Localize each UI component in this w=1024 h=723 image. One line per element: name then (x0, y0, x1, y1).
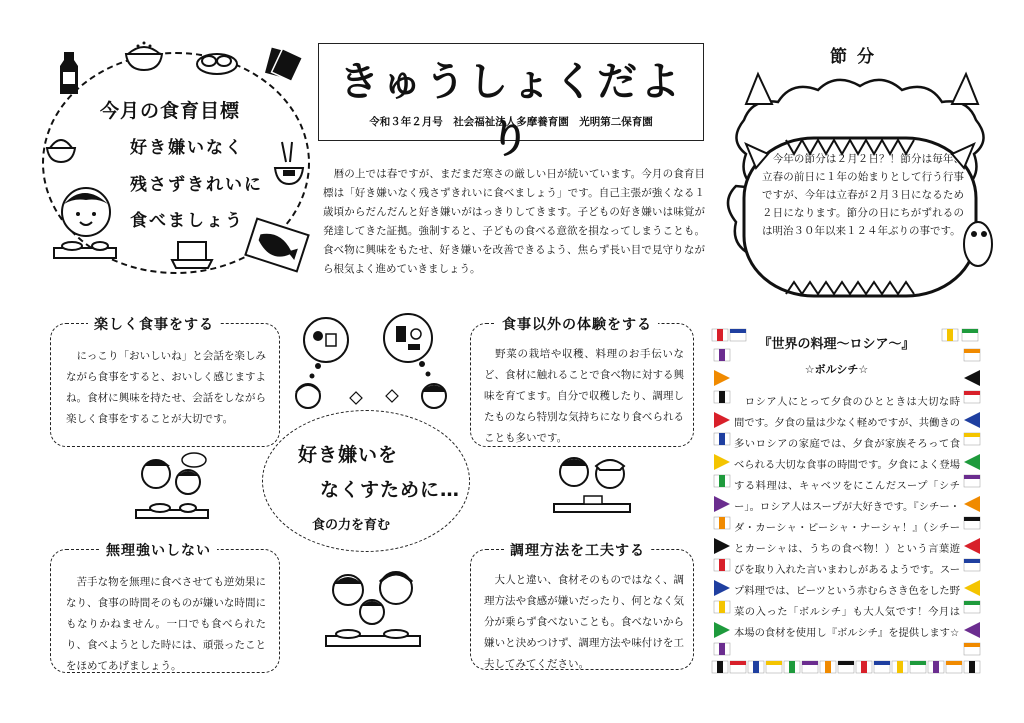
flag-decoration (714, 349, 730, 361)
flag-decoration (712, 661, 728, 673)
monthly-goal-line-1: 好き嫌いなく (130, 138, 244, 158)
flag-decoration (802, 661, 818, 673)
flag-decoration (784, 661, 800, 673)
flag-decoration (964, 517, 980, 529)
center-heading-line-2: なくすために… (320, 479, 461, 501)
group-meal-illustration (318, 566, 428, 658)
child-eating-illustration (50, 178, 120, 268)
flag-decoration (714, 580, 730, 596)
flag-decoration (712, 329, 728, 341)
section-no-forcing-body: 苦手な物を無理に食べさせても逆効果になり、食事の時間そのものが嫌いな時間にもなりかねません。一口でも食べられたり、食べようとした時には、頑張ったことをほめてあげましょう。 (66, 576, 266, 672)
flag-decoration (874, 661, 890, 673)
flag-decoration (928, 661, 944, 673)
flag-decoration (964, 622, 980, 638)
flag-decoration (964, 475, 980, 487)
section-enjoy-meals-title: 楽しく食事をする (88, 314, 220, 334)
section-no-forcing-title: 無理強いしない (100, 540, 217, 560)
intro-paragraph: 暦の上では春ですが、まだまだ寒さの厳しい日が続いています。今月の食育目標は「好き嫌いなく残さずきれいに食べましょう」です。自己主張が強くなる１歳頃からだんだんと好き嫌いがはっきりしてきます。子どもの好き嫌いは味覚が発達してきた証拠。強制すると、子どもの食べる意欲を損なってしまうことも。食べ物に興味をもたせ、好き嫌いを改善できるよう、焦らず長い目で見守りながら根気よく進めていきましょう。 (323, 168, 705, 275)
flag-decoration (714, 496, 730, 512)
flag-decoration (714, 412, 730, 428)
children-thinking-food-illustration (288, 312, 458, 412)
flag-decoration (964, 643, 980, 655)
flag-decoration (714, 643, 730, 655)
flag-decoration (714, 475, 730, 487)
flag-decoration (964, 661, 980, 673)
world-food-title: 『世界の料理～ロシア～』 (758, 337, 915, 352)
setsubun-text: 今年の節分は２月２日？！節分は毎年、立春の前日に１年の始まりとして行う行事ですが、今年は立春が２月３日になるため２日になります。節分の日にちがずれるのは明治３０年以来１２４年ぶりの事です。 (762, 153, 964, 237)
flag-decoration (714, 538, 730, 554)
flag-decoration (964, 601, 980, 613)
rolls-dish-icon (196, 46, 238, 76)
flag-decoration (964, 580, 980, 596)
flag-decoration (714, 601, 730, 613)
flag-decoration (714, 391, 730, 403)
flag-decoration (714, 370, 730, 386)
monthly-goal-title: 今月の食育目標 (100, 100, 241, 122)
flag-decoration (964, 391, 980, 403)
world-food-dish-name: ☆ボルシチ☆ (804, 363, 869, 376)
flag-decoration (964, 538, 980, 554)
flag-decoration (964, 349, 980, 361)
flag-decoration (942, 329, 958, 341)
flag-decoration (766, 661, 782, 673)
flag-decoration (964, 370, 980, 386)
flag-decoration (730, 661, 746, 673)
page-title: きゅうしょくだより (339, 59, 683, 162)
section-cooking-methods-title: 調理方法を工夫する (504, 540, 651, 560)
issue-info: 令和３年２月号 社会福祉法人多摩養育園 光明第二保育園 (369, 116, 653, 128)
flag-decoration (964, 433, 980, 445)
flag-decoration (910, 661, 926, 673)
tofu-dish-icon (170, 236, 214, 272)
flag-decoration (946, 661, 962, 673)
section-experiences-body: 野菜の栽培や収穫、料理のお手伝いなど、食材に触れることで食べ物に対する興味を育てます。自分で収穫したり、調理したものなら特別な気持ちになり食べられることも多いです。 (484, 348, 684, 444)
flag-decoration (964, 559, 980, 571)
grilled-fish-plate-icon (244, 216, 310, 274)
flag-decoration (714, 622, 730, 638)
soy-sauce-bottle-icon (54, 50, 84, 98)
family-eating-illustration (130, 452, 214, 528)
monthly-goal-line-2: 残さずきれいに (130, 175, 263, 195)
flag-decoration (714, 559, 730, 571)
world-food-body: ロシア人にとって夕食のひとときは大切な時間です。夕食の量は少なく軽めですが、共働きの多いロシアの家庭では、夕食が家族そろって食べられる大切な食事の時間です。夕食によく登場する料理は、キャベツをにこんだスープ「シチー」。ロシア人はスープが大好きです。『シチー・ダ・カーシャ・ピーシャ・ナーシャ！』（シチーとカーシャは、うちの食べ物！）という言葉遊びを取り入れた言いまわしがあるようです。スープ料理では、ビーツという赤むらさき色をした野菜の入った「ボルシチ」も大人気です！今月は本場の食材を使用し『ボルシチ』を提供します☆ (734, 396, 960, 639)
flag-decoration (964, 496, 980, 512)
rice-bowl-icon (124, 40, 164, 74)
flag-decoration (892, 661, 908, 673)
flag-decoration (964, 412, 980, 428)
flag-decoration (714, 454, 730, 470)
flag-decoration (820, 661, 836, 673)
flag-decoration (748, 661, 764, 673)
newsletter-header (318, 43, 704, 162)
section-cooking-methods-body: 大人と違い、食材そのものではなく、調理方法や食感が嫌いだったり、何となく気分が乗らず食べないことも。食べないから嫌いと決めつけず、調理方法や味付けを工夫してみてください。 (484, 574, 684, 670)
flag-decoration (964, 454, 980, 470)
flag-decoration (714, 517, 730, 529)
flag-decoration (856, 661, 872, 673)
monthly-goal-line-3: 食べましょう (130, 211, 244, 231)
nori-seaweed-icon (262, 46, 302, 80)
section-enjoy-meals-body: にっこり「おいしいね」と会話を楽しみながら食事をすると、おいしく感じますよね。食材に興味を持たせ、会話をしながら楽しく食事をすることが大切です。 (66, 350, 266, 425)
noodle-bowl-icon (272, 140, 306, 190)
flag-decoration (838, 661, 854, 673)
rice-ball-bowl-icon (44, 134, 78, 166)
children-cooking-illustration (544, 452, 640, 524)
section-experiences-title: 食事以外の体験をする (496, 314, 658, 334)
setsubun-title: 節分 (830, 47, 884, 67)
center-subheading: 食の力を育む (312, 518, 391, 533)
flag-decoration (714, 433, 730, 445)
center-heading-line-1: 好き嫌いを (298, 444, 399, 466)
flag-decoration (962, 329, 978, 341)
